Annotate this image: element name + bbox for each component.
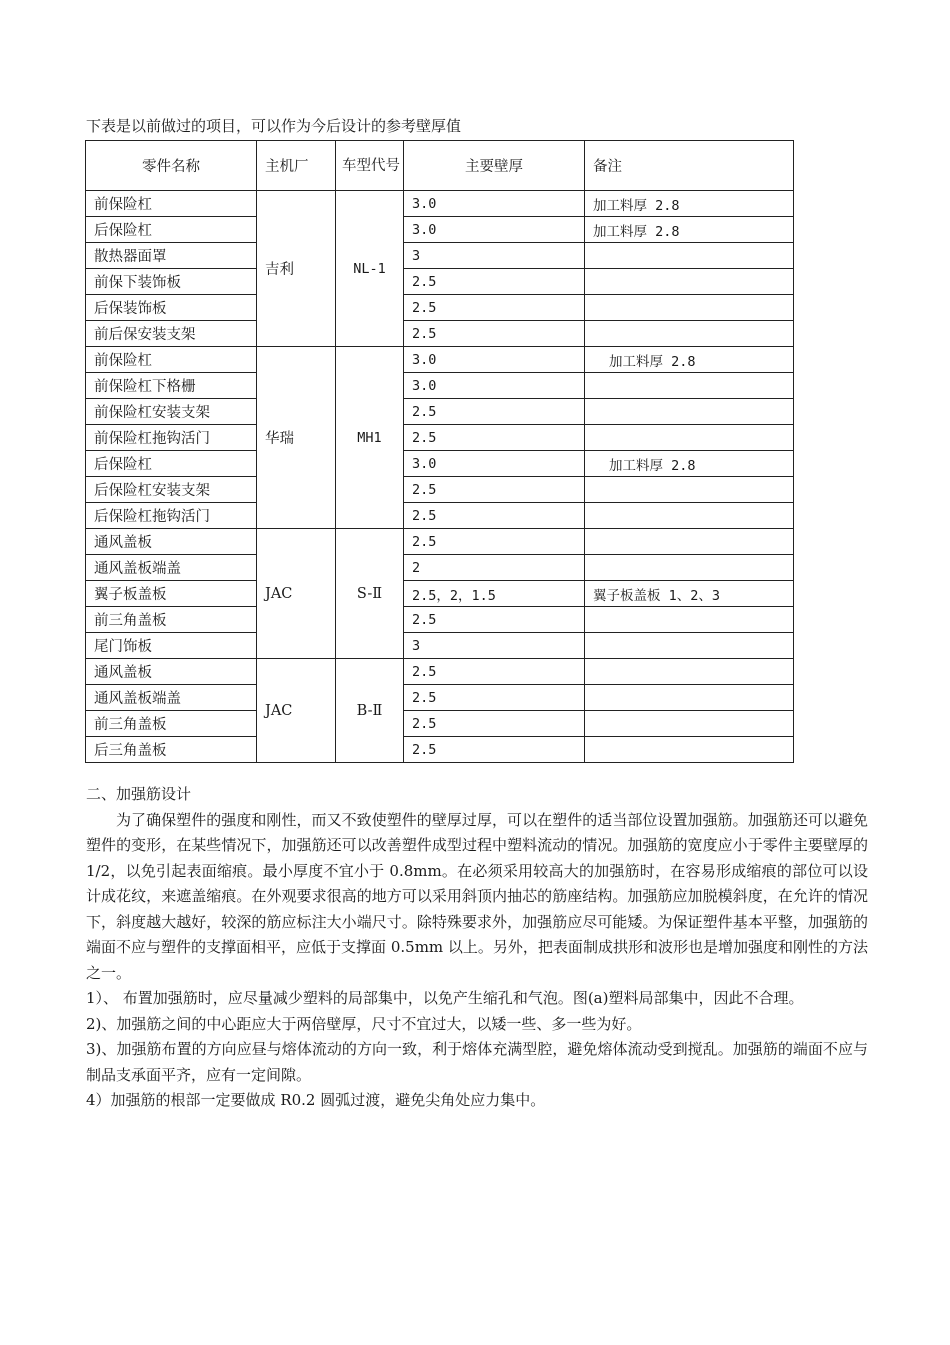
cell-thickness: 3 xyxy=(404,633,585,659)
cell-maker: JAC xyxy=(257,659,336,763)
cell-note: 加工料厚 2.8 xyxy=(585,347,794,373)
cell-part: 前保险杠 xyxy=(86,191,257,217)
cell-thickness: 2.5 xyxy=(404,659,585,685)
cell-note xyxy=(585,685,794,711)
table-row xyxy=(86,633,794,659)
cell-thickness: 2.5 xyxy=(404,685,585,711)
cell-thickness: 2.5 xyxy=(404,425,585,451)
header-model-code: 车型代号 xyxy=(336,141,404,191)
list-item: 2)、加强筋之间的中心距应大于两倍壁厚，尺寸不宜过大，以矮一些、多一些为好。 xyxy=(86,1014,642,1033)
cell-part: 后保险杠安装支架 xyxy=(86,477,257,503)
cell-thickness: 2.5 xyxy=(404,737,585,763)
cell-thickness: 2.5 xyxy=(404,269,585,295)
cell-part: 后保装饰板 xyxy=(86,295,257,321)
cell-thickness: 2.5 xyxy=(404,399,585,425)
cell-part: 前保下装饰板 xyxy=(86,269,257,295)
cell-thickness: 3 xyxy=(404,243,585,269)
cell-maker: 华瑞 xyxy=(257,347,336,529)
cell-note xyxy=(585,373,794,399)
cell-note xyxy=(585,737,794,763)
table-row xyxy=(86,321,794,347)
cell-thickness: 3.0 xyxy=(404,217,585,243)
cell-model: NL-1 xyxy=(336,191,404,347)
list-item: 1）、 布置加强筋时，应尽量减少塑料的局部集中，以免产生缩孔和气泡。图(a)塑料局部集中，因此不合理。 xyxy=(86,989,804,1007)
wall-thickness-table xyxy=(85,140,794,763)
cell-thickness: 2.5 xyxy=(404,477,585,503)
table-row xyxy=(86,659,794,685)
cell-note: 加工料厚 2.8 xyxy=(585,451,794,477)
table-row xyxy=(86,503,794,529)
cell-note: 加工料厚 2.8 xyxy=(585,217,794,243)
cell-thickness: 3.0 xyxy=(404,451,585,477)
cell-thickness: 2.5 xyxy=(404,295,585,321)
header-thickness: 主要壁厚 xyxy=(404,141,585,191)
cell-thickness: 2.5 xyxy=(404,503,585,529)
table-row xyxy=(86,529,794,555)
table-row xyxy=(86,191,794,217)
table-row xyxy=(86,581,794,607)
cell-part: 前保险杠 xyxy=(86,347,257,373)
rib-design-section xyxy=(86,782,868,1114)
cell-note: 翼子板盖板 1、2、3 xyxy=(585,581,794,607)
list-item: 4）加强筋的根部一定要做成 R0.2 圆弧过渡，避免尖角处应力集中。 xyxy=(86,1091,546,1109)
cell-part: 通风盖板 xyxy=(86,529,257,555)
cell-part: 后保险杠 xyxy=(86,451,257,477)
table-row xyxy=(86,243,794,269)
cell-note xyxy=(585,633,794,659)
cell-model: B-Ⅱ xyxy=(336,659,404,763)
table-intro-text: 下表是以前做过的项目，可以作为今后设计的参考壁厚值 xyxy=(86,117,462,135)
table-row xyxy=(86,737,794,763)
cell-thickness: 3.0 xyxy=(404,347,585,373)
cell-part: 前三角盖板 xyxy=(86,607,257,633)
table-row xyxy=(86,451,794,477)
cell-thickness: 2.5，2，1.5 xyxy=(404,581,585,607)
cell-part: 散热器面罩 xyxy=(86,243,257,269)
table-row xyxy=(86,373,794,399)
cell-thickness: 2 xyxy=(404,555,585,581)
cell-maker: 吉利 xyxy=(257,191,336,347)
cell-part: 后保险杠 xyxy=(86,217,257,243)
list-item: 3)、加强筋布置的方向应昼与熔体流动的方向一致，利于熔体充满型腔，避免熔体流动受到搅乱。加强筋的端面不应与制品支承面平齐，应有一定间隙。 xyxy=(86,1040,868,1084)
cell-note xyxy=(585,477,794,503)
header-part-name: 零件名称 xyxy=(86,141,257,191)
cell-thickness: 2.5 xyxy=(404,711,585,737)
cell-thickness: 3.0 xyxy=(404,373,585,399)
table-row xyxy=(86,477,794,503)
cell-part: 前三角盖板 xyxy=(86,711,257,737)
cell-part: 前保险杠下格栅 xyxy=(86,373,257,399)
table-header-row xyxy=(86,141,794,191)
cell-part: 通风盖板端盖 xyxy=(86,555,257,581)
table-row xyxy=(86,269,794,295)
cell-note xyxy=(585,295,794,321)
cell-note xyxy=(585,711,794,737)
cell-thickness: 2.5 xyxy=(404,607,585,633)
section-heading: 二、加强筋设计 xyxy=(86,785,192,803)
table-row xyxy=(86,711,794,737)
cell-model: MH1 xyxy=(336,347,404,529)
cell-part: 通风盖板端盖 xyxy=(86,685,257,711)
cell-note xyxy=(585,503,794,529)
cell-note xyxy=(585,269,794,295)
cell-note: 加工料厚 2.8 xyxy=(585,191,794,217)
cell-part: 前后保安装支架 xyxy=(86,321,257,347)
cell-maker: JAC xyxy=(257,529,336,659)
table-row xyxy=(86,347,794,373)
cell-note xyxy=(585,399,794,425)
cell-note xyxy=(585,529,794,555)
table-row xyxy=(86,685,794,711)
cell-thickness: 3.0 xyxy=(404,191,585,217)
cell-part: 通风盖板 xyxy=(86,659,257,685)
cell-part: 后保险杠拖钩活门 xyxy=(86,503,257,529)
table-row xyxy=(86,607,794,633)
cell-thickness: 2.5 xyxy=(404,321,585,347)
table-row xyxy=(86,555,794,581)
cell-note xyxy=(585,555,794,581)
header-maker: 主机厂 xyxy=(257,141,336,191)
cell-part: 翼子板盖板 xyxy=(86,581,257,607)
cell-part: 前保险杠安装支架 xyxy=(86,399,257,425)
table-row xyxy=(86,399,794,425)
header-note: 备注 xyxy=(585,141,794,191)
cell-note xyxy=(585,243,794,269)
cell-note xyxy=(585,607,794,633)
table-row xyxy=(86,295,794,321)
table-row xyxy=(86,217,794,243)
cell-part: 后三角盖板 xyxy=(86,737,257,763)
cell-note xyxy=(585,425,794,451)
table-row xyxy=(86,425,794,451)
cell-part: 尾门饰板 xyxy=(86,633,257,659)
cell-model: S-Ⅱ xyxy=(336,529,404,659)
section-paragraph: 为了确保塑件的强度和刚性，而又不致使塑件的壁厚过厚，可以在塑件的适当部位设置加强筋。加强筋还可以避免塑件的变形，在某些情况下，加强筋还可以改善塑件成型过程中塑料流动的情况。加强筋的宽度应小于零件主要壁厚的 1/2，以免引起表面缩痕。最小厚度不宜小于 0.8mm。在必须采用较高大的加强筋时，在容易形成缩痕的部位可以设计成花纹，来遮盖缩痕。在外观要求很高的地方可以采用斜顶内抽芯的筋座结构。加强筋应加脱模斜度，在允许的情况下，斜度越大越好，较深的筋应标注大小端尺寸。除特殊要求外，加强筋应尽可能矮。为保证塑件基本平整，加强筋的端面不应与塑件的支撑面相平，应低于支撑面 0.5mm 以上。另外，把表面制成拱形和波形也是增加强度和刚性的方法之一。 xyxy=(86,810,868,982)
cell-thickness: 2.5 xyxy=(404,529,585,555)
cell-note xyxy=(585,659,794,685)
cell-note xyxy=(585,321,794,347)
cell-part: 前保险杠拖钩活门 xyxy=(86,425,257,451)
